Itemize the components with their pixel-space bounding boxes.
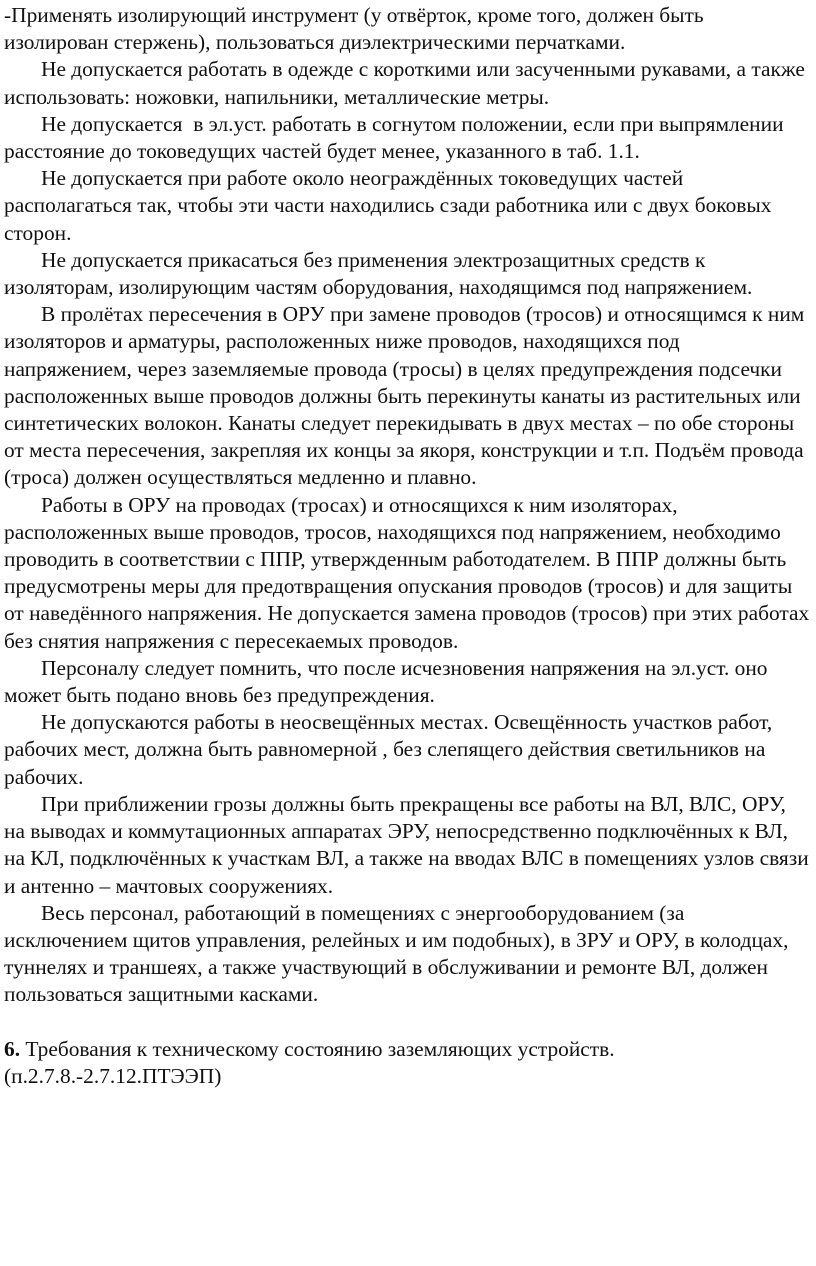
blank-line: [4, 1009, 812, 1036]
paragraph-3: Не допускается в эл.уст. работать в согнутом положении, если при выпрямлении расстояние до токоведущих частей будет менее, указанного в таб. 1.1.: [4, 111, 789, 164]
paragraph-10: При приближении грозы должны быть прекращены все работы на ВЛ, ВЛС, ОРУ, на выводах и коммутационных аппаратах ЭРУ, непосредственно подключённых к ВЛ, на КЛ, подключённых к участкам ВЛ, а также на вводах ВЛС в помещениях узлов связи и антенно – мачтовых сооружениях.: [4, 791, 815, 898]
section-number: 6.: [4, 1036, 21, 1061]
paragraph-11: Весь персонал, работающий в помещениях с энергооборудованием (за исключением щитов управления, релейных и им подобных), в ЗРУ и ОРУ, в колодцах, туннелях и траншеях, а также участвующий в обслуживании и ремонте ВЛ, должен пользоваться защитными касками.: [4, 900, 794, 1007]
paragraph-8: Персоналу следует помнить, что после исчезновения напряжения на эл.уст. оно может быть подано вновь без предупреждения.: [4, 655, 773, 708]
paragraph-4: Не допускается при работе около неограждённых токоведущих частей располагаться так, чтобы эти части находились сзади работника или с двух боковых сторон.: [4, 166, 777, 245]
paragraph-1: -Применять изолирующий инструмент (у отвёрток, кроме того, должен быть изолирован стержень), пользоваться диэлектрическими перчатками.: [4, 3, 709, 55]
paragraph-9: Не допускаются работы в неосвещённых местах. Освещённость участков работ, рабочих мест, должна быть равномерной , без слепящего действия светильников на рабочих.: [4, 710, 778, 789]
section-reference: (п.2.7.8.-2.7.12.ПТЭЭП): [4, 1063, 222, 1088]
paragraph-2: Не допускается работать в одежде с короткими или засученными рукавами, а также использовать: ножовки, напильники, металлические метры.: [4, 57, 811, 109]
paragraph-6: В пролётах пересечения в ОРУ при замене проводов (тросов) и относящимся к ним изоляторов и арматуры, расположенных ниже проводов, находящихся под напряжением, через заземляемые провода (тросы) в целях предупреждения подсечки расположенных выше проводов должны быть перекинуты канаты из растительных или синтетических волокон. Канаты следует перекидывать в двух местах – по обе стороны от места пересечения, закрепляя их концы за якоря, конструкции и т.п. Подъём провода (троса) должен осуществляться медленно и плавно.: [4, 302, 810, 490]
paragraph-5: Не допускается прикасаться без применения электрозащитных средств к изоляторам, изолирующим частям оборудования, находящимся под напряжением.: [4, 247, 753, 300]
section-title-text: Требования к техническому состоянию заземляющих устройств.: [20, 1036, 615, 1061]
section-heading: [4, 1036, 812, 1063]
paragraph-7: Работы в ОРУ на проводах (тросах) и относящихся к ним изоляторах, расположенных выше проводов, тросов, находящихся под напряжением, необходимо проводить в соответствии с ППР, утвержденным работодателем. В ППР должны быть предусмотрены меры для предотвращения опускания проводов (тросов) и для защиты от наведённого напряжения. Не допускается замена проводов (тросов) при этих работах без снятия напряжения с пересекаемых проводов.: [4, 492, 815, 653]
